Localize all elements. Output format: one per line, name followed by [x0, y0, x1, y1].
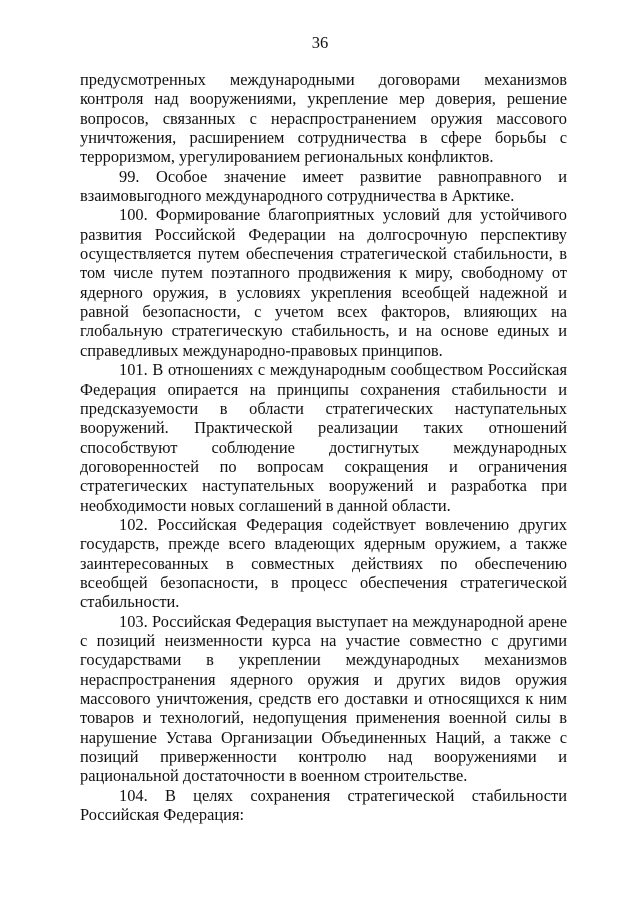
- paragraph-99: 99. Особое значение имеет развитие равноправного и взаимовыгодного международного сотрудничества в Арктике.: [80, 166, 567, 206]
- paragraph-104: 104. В целях сохранения стратегической стабильности Российская Федерация:: [80, 785, 567, 825]
- paragraph-101: 101. В отношениях с международным сообществом Российская Федерация опирается на принципы сохранения стабильности и предсказуемости в области стратегических наступательных вооружений. Практической реализации таких отношений способствуют соблюдение достигнутых международных договоренностей по вопросам сокращения и ограничения стратегических наступательных вооружений и разработка при необходимости новых соглашений в данной области.: [80, 360, 567, 515]
- paragraph-continuation: предусмотренных международными договорами механизмов контроля над вооружениями, укрепление мер доверия, решение вопросов, связанных с нераспространением оружия массового уничтожения, расширением сотрудничества в сфере борьбы с терроризмом, урегулированием региональных конфликтов.: [80, 70, 567, 167]
- document-body: [80, 70, 567, 824]
- paragraph-102: 102. Российская Федерация содействует вовлечению других государств, прежде всего владеющих ядерным оружием, а также заинтересованных в совместных действиях по обеспечению всеобщей безопасности, в процесс обеспечения стратегической стабильности.: [80, 514, 567, 612]
- paragraph-103: 103. Российская Федерация выступает на международной арене с позиций неизменности курса на участие совместно с другими государствами в укреплении международных механизмов нераспространения ядерного оружия и других видов оружия массового уничтожения, средств его доставки и относящихся к ним товаров и технологий, недопущения применения военной силы в нарушение Устава Организации Объединенных Наций, а также с позиций приверженности контролю над вооружениями и рациональной достаточности в военном строительстве.: [80, 611, 567, 786]
- page-number: 36: [311, 33, 329, 52]
- paragraph-100: 100. Формирование благоприятных условий для устойчивого развития Российской Федерации на долгосрочную перспективу осуществляется путем обеспечения стратегической стабильности, в том числе путем поэтапного продвижения к миру, свободному от ядерного оружия, в условиях укрепления всеобщей надежной и равной безопасности, с учетом всех факторов, влияющих на глобальную стратегическую стабильность, и на основе единых и справедливых международно-правовых принципов.: [80, 205, 567, 360]
